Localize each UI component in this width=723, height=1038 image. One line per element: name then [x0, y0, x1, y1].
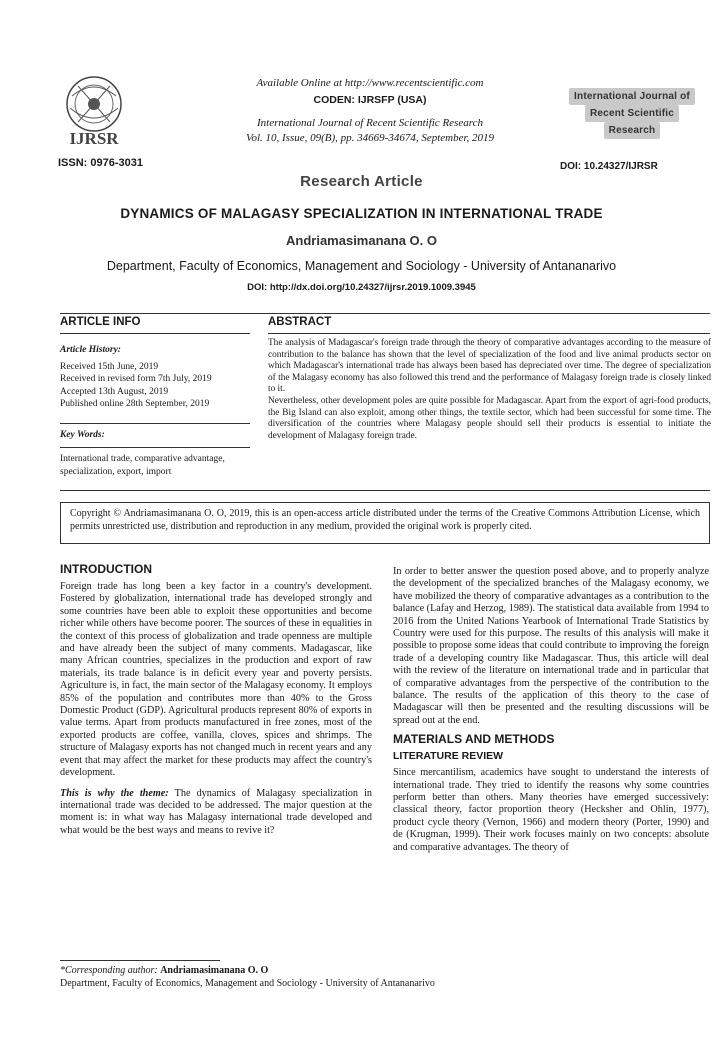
- available-online-link[interactable]: Available Online at http://www.recentscientific.com: [256, 77, 484, 89]
- methods-paragraph: Since mercantilism, academics have sought to understand the interests of international trade. They tried to identify the reasons why some countries perform better than others. Many theories have emerged successively: classical theory, factor proportion theory (Hecksher and Ohlin, 1977), product cycle theory (Vernon, 1966) and modern theory (Porter, 1990) and de (Krugman, 1999). Their work focuses mainly on two concepts: absolute and comparative advantages. The theory of: [393, 767, 709, 853]
- keywords-label: Key Words:: [60, 429, 105, 440]
- doi-link[interactable]: DOI: http://dx.doi.org/10.24327/ijrsr.2019.1009.3945: [247, 282, 476, 293]
- theme-text: The dynamics of Malagasy specialization in international trade was decided to be addressed. The major question at the moment is: in what way has Malagasy international trade developed and what would be the best ways and means to revive it?: [60, 787, 373, 836]
- author-name: Andriamasimanana O. O: [286, 233, 437, 248]
- intro-paragraph: Foreign trade has long been a key factor in a country's development. Fostered by globalization, international trade has developed strongly and some countries have been able to exploit these opportunities and become richer while others have become poorer. The sources of these in equalities in the context of this process of globalization and trade openness are multiple and have already been the subject of many comments. Madagascar, like many African countries, specializes in the production and export of raw materials, its trade balance is in deficit every year and poverty persists. Agriculture is, in fact, the main sector of the Malagasy economy. It employs 85% of the population and contributes more than 40% to the Gross Domestic Product (GDP). Agricultural products represent 80% of exports in value terms. Apart from products manufactured in free zones, most of the exported products are coffee, vanilla, cloves, spices and shrimps. The structure of Malagasy exports has not changed much in recent years and any event that may affect the market for these products may affect the country's development.: [60, 581, 372, 779]
- abstract-paragraph: Nevertheless, other development poles are quite possible for Madagascar. Apart from the export of agri-food products, the Big Island can also exploit, among other things, the textile sector, which had been successful for some time. The diversification of the countries where Malagasy people should sell their products is essential to initiate the development of Malagasy foreign trade.: [268, 395, 711, 441]
- intro-paragraph: In order to better answer the question posed above, and to properly analyze the development of the specialized branches of the Malagasy economy, we have mobilized the theory of comparative advantages as a contribution to the balance (Lafay and Herzog, 1989). The statistical data available from 1994 to 2016 from the United Nations Yearbook of International Trade Statistics by Country were used for this purpose. The results of this analysis will make it possible to propose some ideas that could contribute to improving the foreign trade of a developing country like Madagascar. Thus, this article will deal with the review of the literature on international trade and in particular that of comparative advantages from the perspective of the contribution to the balance. The results of the application of this theory to the case of Madagascar will then be presented and the resulting discussions will be spread out at the end.: [393, 566, 709, 726]
- abstract-body: [268, 338, 711, 442]
- copyright-notice: Copyright © Andriamasimanana O. O, 2019, this is an open-access article distributed under the terms of the Creative Commons Attribution License, which permits unrestricted use, distribution and reproduction in any medium, provided the original work is properly cited.: [60, 502, 710, 544]
- history-item: Accepted 13th August, 2019: [60, 386, 169, 397]
- history-label: Article History:: [60, 345, 121, 355]
- left-column: [60, 581, 372, 837]
- divider: [268, 333, 710, 334]
- corresponding-affiliation: Department, Faculty of Economics, Management and Sociology - University of Antananarivo: [60, 978, 435, 989]
- journal-name: International Journal of Recent Scientific Research: [257, 117, 483, 129]
- divider: [60, 447, 250, 448]
- article-type: Research Article: [300, 173, 423, 190]
- divider: [60, 490, 710, 491]
- corresponding-label: *Corresponding author:: [60, 965, 158, 976]
- history-item: Published online 28th September, 2019: [60, 399, 210, 409]
- divider: [60, 313, 710, 314]
- journal-header: [200, 76, 540, 146]
- corresponding-name: Andriamasimanana O. O: [160, 965, 269, 976]
- theme-lead: This is why the theme:: [60, 787, 169, 799]
- corresponding-author: [60, 964, 710, 990]
- right-column: [393, 566, 709, 854]
- article-info-heading: ARTICLE INFO: [60, 316, 141, 328]
- introduction-heading: INTRODUCTION: [60, 562, 152, 576]
- journal-logo: [58, 74, 130, 156]
- abstract-heading: ABSTRACT: [268, 316, 332, 328]
- coden: CODEN: IJRSFP (USA): [313, 94, 427, 106]
- affiliation: Department, Faculty of Economics, Management and Sociology - University of Antananarivo: [106, 259, 617, 273]
- issn: ISSN: 0976-3031: [58, 157, 143, 169]
- keywords: International trade, comparative advantage, specialization, export, import: [60, 454, 225, 477]
- article-info: [60, 344, 255, 478]
- svg-text:IJRSR: IJRSR: [69, 129, 119, 148]
- article-title: DYNAMICS OF MALAGASY SPECIALIZATION IN INTERNATIONAL TRADE: [120, 206, 603, 221]
- wordmark-line: Recent Scientific: [585, 105, 679, 122]
- divider: [60, 333, 250, 334]
- abstract-paragraph: The analysis of Madagascar's foreign trade through the theory of comparative advantages according to the measure of contribution to the balance has shown that the level of specialization of the food and live animal products sector on which Madagascar's international trade has always been based has depreciated over time. The degree of specialization of the Malagasy economy has also followed this trend and the performance of Malagasy foreign trade is closely linked to it.: [268, 338, 711, 395]
- journal-wordmark: [552, 88, 712, 139]
- journal-doi: DOI: 10.24327/IJRSR: [560, 161, 658, 172]
- divider: [60, 423, 250, 424]
- footnote-rule: [60, 960, 220, 961]
- wordmark-line: International Journal of: [569, 88, 695, 105]
- volume-line: Vol. 10, Issue, 09(B), pp. 34669-34674, September, 2019: [245, 132, 495, 144]
- intro-paragraph: [60, 788, 372, 838]
- literature-review-heading: LITERATURE REVIEW: [393, 749, 504, 762]
- wordmark-line: Research: [604, 122, 661, 139]
- history-item: Received 15th June, 2019: [60, 361, 159, 372]
- methods-heading: MATERIALS AND METHODS: [393, 732, 555, 747]
- history-item: Received in revised form 7th July, 2019: [60, 374, 212, 384]
